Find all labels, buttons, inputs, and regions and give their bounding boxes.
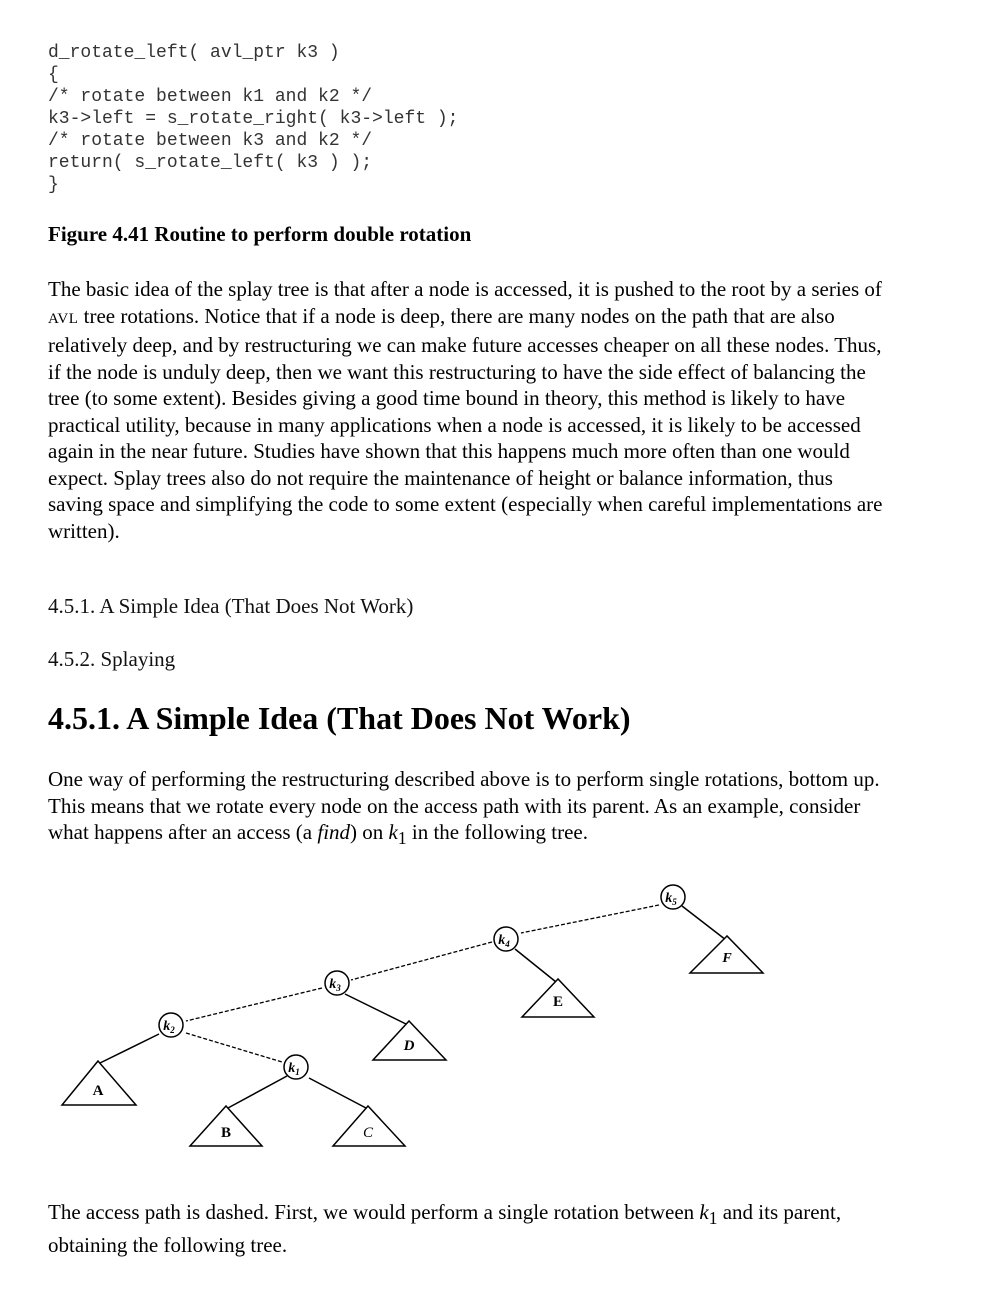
k-symbol: k bbox=[388, 820, 398, 844]
subtree-label: D bbox=[403, 1038, 415, 1054]
node-k3 bbox=[325, 971, 349, 995]
node-letter: k bbox=[288, 1061, 296, 1076]
subtree-E bbox=[522, 979, 594, 1017]
code-line: /* rotate between k3 and k2 */ bbox=[48, 131, 373, 151]
code-listing bbox=[48, 42, 458, 196]
toc-link-simple-idea[interactable]: 4.5.1. A Simple Idea (That Does Not Work) bbox=[48, 594, 414, 618]
node-k2 bbox=[159, 1013, 183, 1037]
subtree-label: A bbox=[92, 1083, 104, 1099]
section-paragraph bbox=[48, 766, 888, 852]
access-path-paragraph bbox=[48, 1199, 888, 1258]
access-text-a: The access path is dashed. First, we would perform a single rotation between bbox=[48, 1200, 700, 1224]
node-letter: k bbox=[163, 1019, 171, 1034]
subtree-D bbox=[373, 1021, 446, 1060]
subtree-label: C bbox=[362, 1125, 374, 1141]
tree-edges bbox=[100, 906, 726, 1108]
k-subscript: 1 bbox=[397, 828, 407, 849]
code-line: /* rotate between k1 and k2 */ bbox=[48, 87, 373, 107]
node-k5 bbox=[661, 885, 685, 909]
intro-text-b: tree rotations. Notice that if a node is deep, there are many nodes on the path that are also relatively deep, and by restructuring we can make future accesses cheaper on all these nodes. Thus, if the node is unduly deep, then we want this restructuring to have the side effect of balancing the tree (to some extent). Besides giving a good time bound in theory, this method is likely to have practical utility, because in many applications when a node is accessed, it is likely to be accessed again in the near future. Studies have shown that this happens much more often than one would expect. Splay trees also do not require the maintenance of height or balance information, thus saving space and simplifying the code to some extent (especially when careful implementations are written). bbox=[48, 303, 883, 543]
node-letter: k bbox=[498, 933, 506, 948]
access-text-b: and its parent, obtaining the following tree. bbox=[48, 1200, 842, 1257]
splay-tree-diagram bbox=[0, 870, 1000, 1170]
node-index: 4 bbox=[505, 939, 510, 949]
find-term: find bbox=[317, 820, 351, 844]
section-text-a: One way of performing the restructuring described above is to perform single rotations, bottom up. This means that we rotate every node on the access path with its parent. As an example, consider what happens after an access (a bbox=[48, 767, 880, 844]
subtree-label: E bbox=[552, 994, 564, 1010]
node-index: 5 bbox=[672, 897, 677, 907]
code-line: return( s_rotate_left( k3 ) ); bbox=[48, 153, 373, 173]
toc-link-splaying[interactable]: 4.5.2. Splaying bbox=[48, 647, 176, 671]
k-subscript: 1 bbox=[708, 1208, 718, 1229]
code-line: } bbox=[48, 175, 59, 195]
k-symbol: k bbox=[699, 1200, 709, 1224]
subtree-F bbox=[690, 936, 763, 973]
section-text-b: ) on bbox=[350, 820, 389, 844]
subtree-label: F bbox=[722, 951, 732, 966]
node-k4 bbox=[494, 927, 518, 951]
code-line: { bbox=[48, 65, 59, 85]
section-text-c: in the following tree. bbox=[406, 820, 588, 844]
subtree-C bbox=[333, 1106, 405, 1146]
code-line: k3->left = s_rotate_right( k3->left ); bbox=[48, 109, 459, 129]
subtree-label: B bbox=[220, 1125, 232, 1141]
node-index: 1 bbox=[295, 1067, 300, 1077]
avl-term: AVL bbox=[48, 310, 79, 327]
node-index: 3 bbox=[336, 983, 341, 993]
code-line: d_rotate_left( avl_ptr k3 ) bbox=[48, 43, 340, 63]
subtree-B bbox=[190, 1106, 262, 1146]
node-letter: k bbox=[329, 977, 337, 992]
intro-paragraph bbox=[48, 276, 888, 544]
node-k1 bbox=[284, 1055, 308, 1079]
node-index: 2 bbox=[170, 1025, 175, 1035]
node-letter: k bbox=[665, 891, 673, 906]
intro-text-a: The basic idea of the splay tree is that after a node is accessed, it is pushed to the root by a series of bbox=[48, 277, 882, 301]
subtree-A bbox=[62, 1061, 136, 1105]
figure-caption: Figure 4.41 Routine to perform double rotation bbox=[48, 222, 472, 246]
section-heading: 4.5.1. A Simple Idea (That Does Not Work) bbox=[48, 700, 631, 736]
